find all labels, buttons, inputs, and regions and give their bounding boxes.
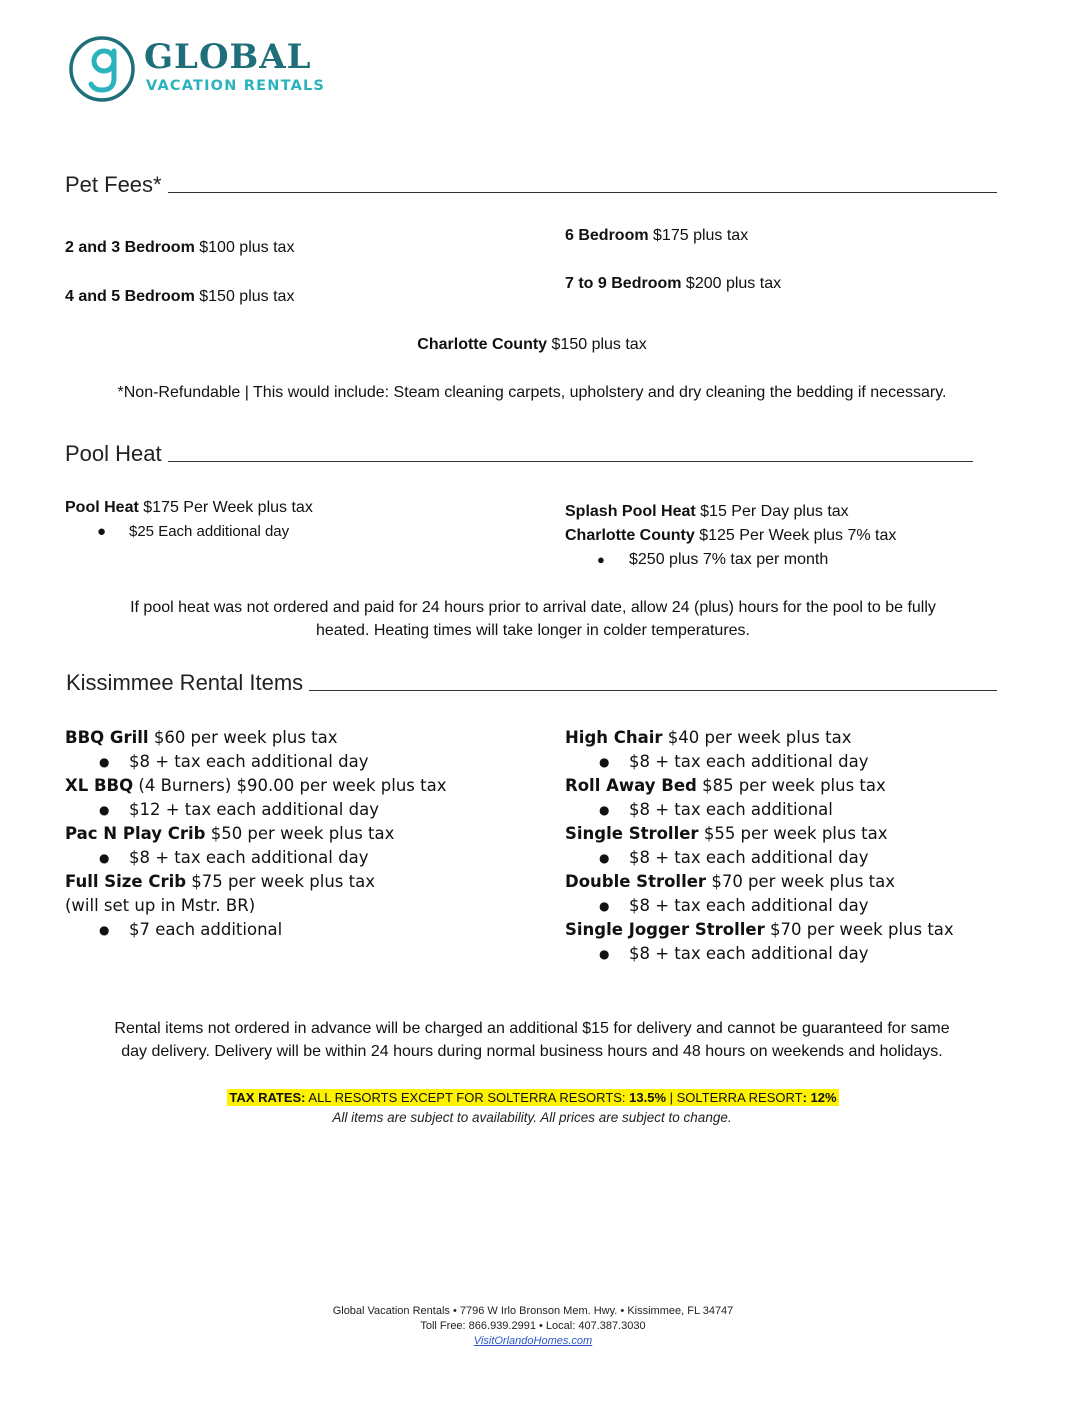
rental-item-price: $75 per week plus tax	[186, 872, 375, 891]
tax-rates-highlight	[227, 1089, 838, 1106]
fee-label: 4 and 5 Bedroom	[65, 288, 195, 305]
logo-subtitle: VACATION RENTALS	[146, 78, 326, 94]
tax-rate-general: 13.5%	[629, 1090, 667, 1105]
bullet-text: $12 + tax each additional day	[129, 800, 379, 819]
bullet-text: $8 + tax each additional day	[129, 752, 369, 771]
bullet-text: $8 + tax each additional day	[629, 896, 869, 915]
rental-note-line2: day delivery. Delivery will be within 24 hours during normal business hours and 48 hours on weekends and holidays.	[121, 1043, 943, 1060]
rental-item	[565, 822, 954, 846]
heading-rule	[309, 690, 997, 691]
rental-items-heading	[66, 670, 997, 696]
bullet-icon: ●	[97, 523, 107, 540]
rental-items-left-column	[65, 726, 446, 942]
rental-item-bullet	[65, 846, 446, 870]
fee-value: $175 Per Week plus tax	[138, 499, 313, 516]
bullet-text: $8 + tax each additional day	[629, 848, 869, 867]
website-link[interactable]: VisitOrlandoHomes.com	[473, 1335, 593, 1347]
fee-label: 7 to 9 Bedroom	[565, 275, 682, 292]
rental-item-name: Single Stroller	[565, 824, 699, 843]
fee-value: $150 plus tax	[547, 336, 647, 353]
rental-item-price: $70 per week plus tax	[706, 872, 896, 891]
tax-rate-solterra: 12%	[806, 1090, 837, 1105]
bullet-icon: ●	[599, 803, 610, 817]
rental-note-line1: Rental items not ordered in advance will be charged an additional $15 for delivery and cannot be guaranteed for same	[114, 1020, 950, 1037]
rental-item-name: Double Stroller	[565, 872, 707, 891]
rental-items-right-column	[565, 726, 954, 966]
bullet-text: $8 + tax each additional day	[129, 848, 369, 867]
fee-value: $175 plus tax	[648, 227, 749, 244]
fee-value: $15 Per Day plus tax	[695, 503, 849, 520]
bullet-text: $8 + tax each additional day	[629, 944, 869, 963]
bullet-icon: ●	[597, 552, 605, 567]
rental-item	[65, 870, 446, 894]
rental-item	[65, 726, 446, 750]
rental-item-price: (will set up in Mstr. BR)	[65, 896, 256, 915]
rental-items-title: Kissimmee Rental Items	[66, 670, 304, 695]
pet-fee-charlotte-county	[0, 335, 1064, 355]
pet-fee-6-bedroom	[565, 226, 748, 246]
rental-item	[565, 726, 954, 750]
bullet-icon: ●	[99, 803, 110, 817]
rental-item-bullet	[565, 798, 954, 822]
rental-item-name: High Chair	[565, 728, 663, 747]
rental-item	[65, 894, 446, 918]
bullet-text: $8 + tax each additional day	[629, 752, 869, 771]
bullet-text: $250 plus 7% tax per month	[629, 551, 829, 568]
rental-item	[65, 774, 446, 798]
fee-label: Charlotte County	[565, 527, 695, 544]
pet-fee-2-3-bedroom	[65, 238, 294, 258]
tax-text: | SOLTERRA RESORT	[666, 1090, 803, 1105]
bullet-icon: ●	[99, 755, 110, 769]
rental-item-name: XL BBQ	[65, 776, 134, 795]
fee-label: 6 Bedroom	[565, 227, 649, 244]
pet-fees-title: Pet Fees*	[65, 172, 162, 197]
rental-item	[65, 822, 446, 846]
rental-item-price: $60 per week plus tax	[148, 728, 338, 747]
fee-label: Charlotte County	[417, 336, 548, 353]
pool-heat-title: Pool Heat	[65, 441, 162, 466]
pet-fee-4-5-bedroom	[65, 287, 294, 307]
logo-brand: GLOBAL	[144, 37, 312, 77]
splash-pool-heat-price	[565, 502, 849, 522]
bullet-text: $25 Each additional day	[129, 523, 290, 540]
pet-fee-7-9-bedroom	[565, 274, 781, 294]
company-logo	[68, 34, 348, 106]
bullet-icon: ●	[599, 755, 610, 769]
pool-heat-note-line2: heated. Heating times will take longer in colder temperatures.	[316, 622, 750, 639]
pool-heat-price	[65, 498, 313, 518]
rental-item-price: $70 per week plus tax	[764, 920, 954, 939]
pet-fees-heading	[65, 172, 997, 198]
rental-item-bullet	[65, 750, 446, 774]
bullet-text: $8 + tax each additional	[629, 800, 833, 819]
charlotte-county-bullet	[597, 550, 828, 570]
pool-heat-note-line1: If pool heat was not ordered and paid for 24 hours prior to arrival date, allow 24 (plus) hours for the pool to be fully	[130, 599, 936, 616]
bullet-icon: ●	[99, 923, 110, 937]
bullet-text: $7 each additional	[129, 920, 283, 939]
rental-item-name: Full Size Crib	[65, 872, 187, 891]
bullet-icon: ●	[599, 899, 610, 913]
rental-item-bullet	[565, 942, 954, 966]
fee-label: Splash Pool Heat	[565, 503, 696, 520]
tax-colon: :	[802, 1090, 807, 1105]
rental-item	[565, 918, 954, 942]
rental-item-name: Pac N Play Crib	[65, 824, 206, 843]
pet-fee-note: *Non-Refundable | This would include: Steam cleaning carpets, upholstery and dry cleaning the bedding if necessary.	[117, 384, 947, 401]
bullet-icon: ●	[99, 851, 110, 865]
rental-item-price: (4 Burners) $90.00 per week plus tax	[133, 776, 447, 795]
rental-item-name: Roll Away Bed	[565, 776, 697, 795]
rental-item	[565, 774, 954, 798]
tax-text: ALL RESORTS EXCEPT FOR SOLTERRA RESORTS:	[305, 1090, 630, 1105]
rental-item-bullet	[565, 750, 954, 774]
rental-item-price: $50 per week plus tax	[205, 824, 395, 843]
tax-label: TAX RATES:	[229, 1090, 306, 1105]
pool-heat-bullet	[97, 522, 289, 542]
rental-item-price: $40 per week plus tax	[662, 728, 852, 747]
fee-value: $125 Per Week plus 7% tax	[694, 527, 897, 544]
rental-item-name: Single Jogger Stroller	[565, 920, 765, 939]
rental-item-price: $55 per week plus tax	[698, 824, 888, 843]
rental-item-bullet	[565, 846, 954, 870]
rental-item	[565, 870, 954, 894]
footer-address: Global Vacation Rentals • 7796 W Irlo Bronson Mem. Hwy. • Kissimmee, FL 34747	[332, 1305, 734, 1317]
tax-rates	[0, 1089, 1066, 1107]
bullet-icon: ●	[599, 851, 610, 865]
rental-item-bullet	[565, 894, 954, 918]
fee-label: 2 and 3 Bedroom	[65, 239, 195, 256]
rental-item-bullet	[65, 798, 446, 822]
rental-item-name: BBQ Grill	[65, 728, 149, 747]
footer	[0, 1304, 1066, 1349]
rental-item-bullet	[65, 918, 446, 942]
charlotte-county-pool-price	[565, 526, 896, 546]
logo-mark-icon	[68, 34, 140, 106]
fee-label: Pool Heat	[65, 499, 139, 516]
heading-rule	[168, 461, 973, 462]
availability-disclaimer: All items are subject to availability. All prices are subject to change.	[332, 1110, 732, 1125]
footer-phone: Toll Free: 866.939.2991 • Local: 407.387.3030	[420, 1320, 646, 1332]
fee-value: $200 plus tax	[681, 275, 782, 292]
fee-value: $100 plus tax	[194, 239, 295, 256]
rental-item-price: $85 per week plus tax	[696, 776, 886, 795]
bullet-icon: ●	[599, 947, 610, 961]
fee-value: $150 plus tax	[194, 288, 295, 305]
heading-rule	[168, 192, 997, 193]
pool-heat-heading	[65, 441, 973, 467]
